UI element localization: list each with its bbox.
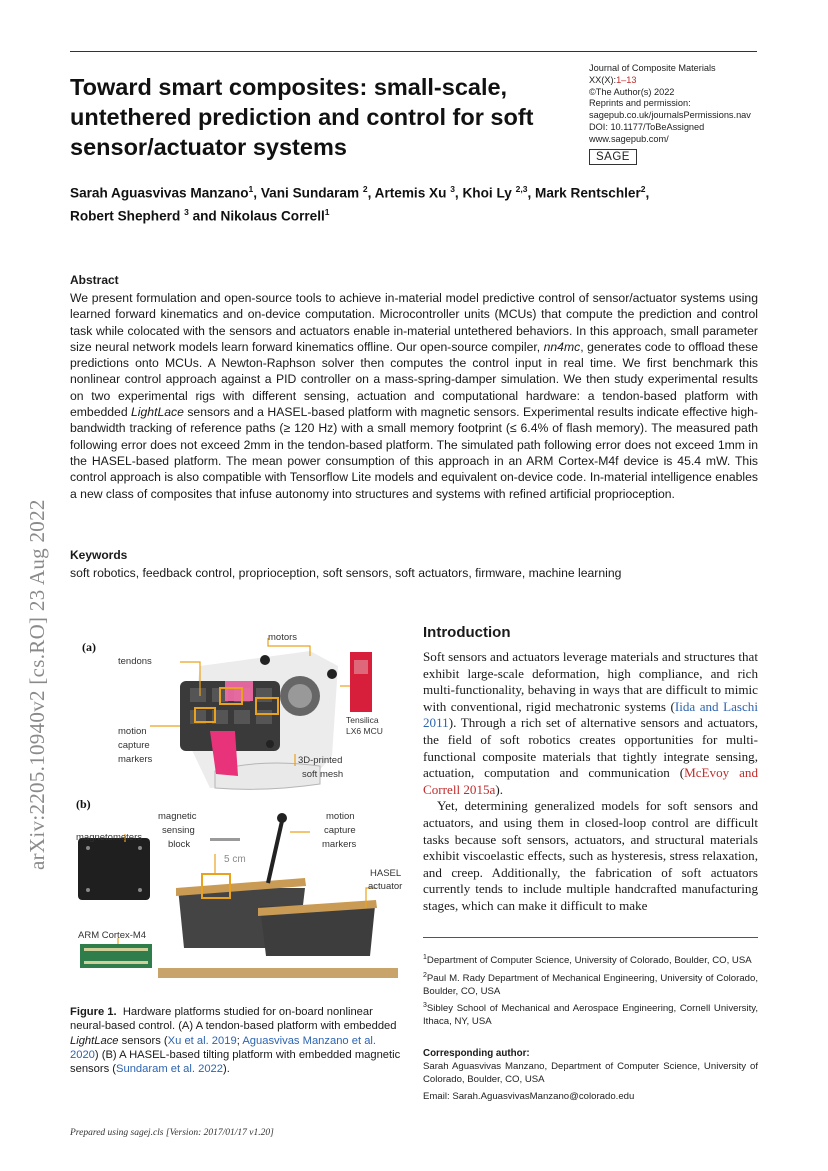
label-markers-b-3: markers — [322, 839, 357, 850]
label-markers-b-1: motion — [326, 811, 355, 822]
author-affiliation: 2 — [640, 184, 646, 194]
introduction-body — [423, 649, 758, 915]
introduction-heading: Introduction — [423, 624, 511, 641]
author-name: Nikolaus Correll — [220, 208, 325, 224]
label-tendons: tendons — [118, 656, 152, 667]
author-affiliation: 2 — [362, 184, 368, 194]
label-markers-b-2: capture — [324, 825, 356, 836]
label-motors: motors — [268, 632, 298, 643]
label-scale: 5 cm — [224, 854, 246, 865]
label-hasel-2: actuator — [368, 881, 403, 892]
abstract-heading: Abstract — [70, 273, 119, 287]
journal-name: Journal of Composite Materials — [589, 63, 716, 73]
journal-reprints: Reprints and permission: — [589, 98, 691, 109]
label-block-1: magnetic — [158, 811, 197, 822]
intro-paragraph: Yet, determining generalized models for soft sensors and actuators, and using them in closed-loop control are difficult tasks because soft sensors, actuators, and structural materials exhibit viscoelastic effects, such as hysteresis, stress relaxation, and creep. Additionally, the fabrication of soft actuators currently tends to include multiple handcrafted manufacturing stages, which can make it difficult to make — [423, 798, 758, 913]
caption-label: Figure 1. — [70, 1006, 117, 1018]
panel-b-label: (b) — [76, 797, 91, 811]
citation-link[interactable]: McEvoy and Correll 2015a — [423, 765, 759, 797]
label-arm: ARM Cortex-M4 — [78, 930, 147, 941]
journal-reprints-url[interactable]: sagepub.co.uk/journalsPermissions.nav — [589, 110, 751, 121]
author-affiliation: 1 — [248, 184, 254, 194]
intro-paragraph: Soft sensors and actuators leverage materials and structures that exhibit large-scale deformation, high compliance, and rich multi-functionality, behaving in ways that are difficult to mimic with conventional, rigid mechatronic systems (Iida and Laschi 2011). Through a rich set of alternative sensors and actuators, the field of soft robotics creates opportunities for multi-functional composite materials that tightly integrate sensing, actuation, computation and communication (McEvoy and Correll 2015a). — [423, 649, 759, 797]
author-name: Vani Sundaram — [260, 185, 360, 201]
author-name: Mark Rentschler — [535, 185, 641, 201]
affiliations — [423, 952, 758, 1031]
corresponding-author-address: Sarah Aguasvivas Manzano, Department of Computer Science, University of Colorado, Boulder, CO, USA — [423, 1061, 758, 1085]
label-hasel-1: HASEL — [370, 868, 402, 879]
figure-1-caption: Figure 1. Hardware platforms studied for on-board nonlinear neural-based control. (A) A tendon-based platform with embedded LightLace sensors (Xu et al. 2019; Aguasvivas Manzano et al. 2020) (B) A HASEL-based tilting platform with embedded magnetic sensors (Sundaram et al. 2022). — [70, 1006, 401, 1076]
journal-doi[interactable]: DOI: 10.1177/ToBeAssigned — [589, 121, 705, 132]
arxiv-stamp[interactable]: arXiv:2205.10940v2 [cs.RO] 23 Aug 2022 — [25, 499, 49, 870]
figure-1-hardware-photos — [70, 626, 406, 998]
tendon-platform-photo — [180, 651, 372, 789]
header-rule — [70, 51, 757, 52]
citation-link[interactable]: Aguasvivas Manzano et al. 2020 — [70, 1034, 377, 1061]
page-footer: Prepared using sagej.cls [Version: 2017/01/17 v1.20] — [70, 1128, 274, 1138]
author-affiliation: 2,3 — [515, 184, 528, 194]
nn4mc-term: nn4mc — [543, 339, 581, 354]
author-name: Artemis Xu — [374, 185, 447, 201]
author-affiliation: 3 — [184, 206, 189, 217]
citation-link[interactable]: Sundaram et al. 2022 — [116, 1063, 223, 1076]
abstract-body: We present formulation and open-source tools to achieve in-material model predictive control of sensor/actuator systems using learned forward kinematics and on-device computation. Microcontroller units (MCUs) that compute the prediction and control task while colocated with the sensors and actuators enable in-material untethered behaviors. In this approach, small parameter size neural network models learn forward kinematics offline. Our open-source compiler, nn4mc, generates code to offload these predictions onto MCUs. A Newton-Raphson solver then computes the control input in real time. We first benchmark this nonlinear control approach against a PID controller on a mass-spring-damper simulation. We then study experimental results on two experimental rigs with different sensing, actuation and computational hardware: a tendon-based platform with embedded LightLace sensors and a HASEL-based platform with magnetic sensors. Experimental results indicate effective high-bandwidth tracking of reference paths (≥ 120 Hz) with a small memory footprint (≤ 6.4% of flash memory). The measured path following error does not exceed 2mm in the tendon-based platform. The simulated path following error does not exceed 1mm in the HASEL-based platform. The mean power consumption of this approach in an ARM Cortex-M4f device is 45.4 mW. This control approach is also compatible with Tensorflow Lite models and equivalent on-device code. In-material intelligence enables a new class of composites that infuse autonomy into structures and systems with refined artificial proprioception. — [70, 291, 758, 501]
author-affiliation: 3 — [450, 184, 455, 194]
label-markers-a-3: markers — [118, 754, 153, 765]
corresponding-author-heading: Corresponding author: — [423, 1048, 530, 1059]
label-block-2: sensing — [162, 825, 195, 836]
author-list: Sarah Aguasvivas Manzano$^1$, Vani Sundaram $^2$, Artemis Xu $^3$, Khoi Ly $^{2,3}$, Mark Rentschler$^2$, Robert Shepherd $^3$ and Nikolaus Correll$^1$ — [70, 184, 650, 224]
label-magnetometers: magnetometers — [76, 832, 143, 843]
affiliation-footnote: $^3$Sibley School of Mechanical and Aerospace Engineering, Cornell University, Ithaca, NY, USA — [423, 1002, 758, 1027]
author-name: Robert Shepherd — [70, 208, 181, 224]
label-mesh-1: 3D-printed — [298, 755, 343, 766]
label-mcu-2: LX6 MCU — [346, 726, 383, 736]
journal-info — [589, 63, 769, 165]
label-mcu-1: Tensilica — [346, 715, 379, 725]
label-block-3: block — [168, 839, 191, 850]
author-affiliation: 1 — [324, 206, 330, 217]
label-mesh-2: soft mesh — [302, 769, 344, 780]
journal-pages-link[interactable]: 1–13 — [616, 74, 637, 85]
journal-copyright: ©The Author(s) 2022 — [589, 86, 675, 97]
sage-logo: SAGE — [589, 149, 637, 165]
author-name: Sarah Aguasvivas Manzano — [70, 185, 249, 201]
keywords-list: soft robotics, feedback control, proprioception, soft sensors, soft actuators, firmware, machine learning — [70, 566, 622, 580]
lightlace-term: LightLace — [131, 405, 184, 420]
journal-website[interactable]: www.sagepub.com/ — [589, 133, 669, 144]
author-name: Khoi Ly — [462, 185, 512, 201]
citation-link[interactable]: Xu et al. 2019 — [167, 1034, 237, 1047]
affiliation-footnote: $^1$Department of Computer Science, University of Colorado, Boulder, CO, USA — [423, 954, 752, 967]
footnote-rule — [423, 937, 758, 938]
paper-title: Toward smart composites: small-scale, untethered prediction and control for soft sensor/actuator systems — [70, 74, 534, 160]
corresponding-author-email[interactable]: Email: Sarah.AguasvivasManzano@colorado.edu — [423, 1091, 635, 1102]
label-markers-a-1: motion — [118, 726, 147, 737]
citation-link[interactable]: Iida and Laschi 2011 — [423, 698, 758, 731]
panel-a-label: (a) — [82, 640, 96, 654]
journal-volume: XX(X):1–13 — [589, 74, 637, 85]
label-markers-a-2: capture — [118, 740, 150, 751]
affiliation-footnote: $^2$Paul M. Rady Department of Mechanical Engineering, University of Colorado, Boulder, CO, USA — [423, 971, 758, 997]
keywords-heading: Keywords — [70, 548, 128, 562]
